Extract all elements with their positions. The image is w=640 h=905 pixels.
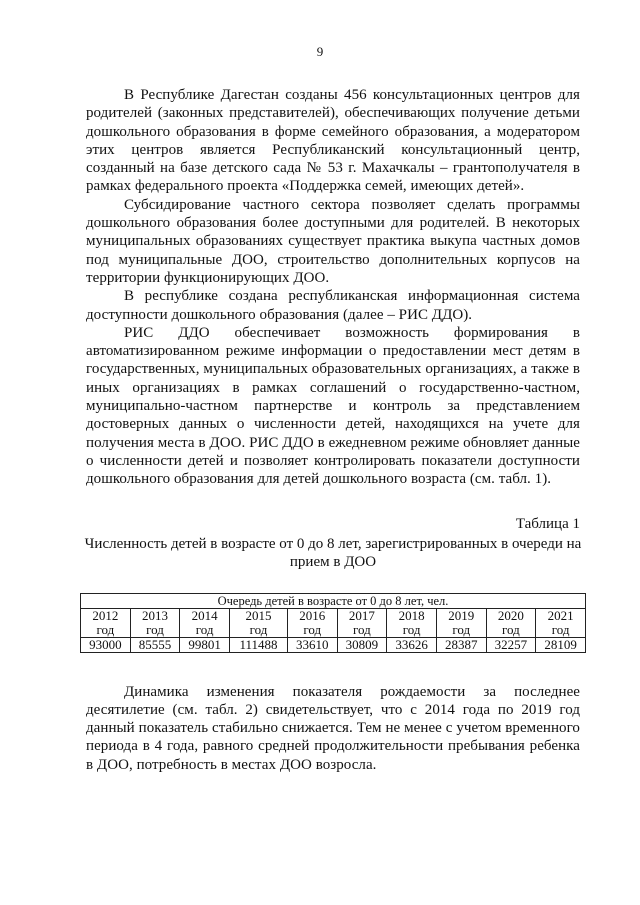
year-label: 2020 bbox=[497, 607, 524, 623]
year-label: 2021 bbox=[547, 607, 574, 623]
table-year-row bbox=[81, 608, 586, 637]
page-number: 9 bbox=[316, 44, 324, 59]
year-unit: год bbox=[303, 621, 322, 637]
value-cell: 93000 bbox=[81, 637, 131, 652]
value-cell: 28109 bbox=[536, 637, 586, 652]
year-unit: год bbox=[195, 621, 214, 637]
year-cell bbox=[230, 608, 288, 637]
year-label: 2017 bbox=[348, 607, 375, 623]
paragraph-ris-ddo-created: В республике создана республиканская информационная система доступности дошкольного образования (далее – РИС ДДО). bbox=[86, 288, 580, 323]
year-cell bbox=[287, 608, 337, 637]
year-cell bbox=[486, 608, 536, 637]
year-cell bbox=[387, 608, 437, 637]
year-label: 2015 bbox=[245, 607, 272, 623]
year-cell bbox=[130, 608, 180, 637]
document-body bbox=[86, 86, 580, 774]
value-cell: 33626 bbox=[387, 637, 437, 652]
year-unit: год bbox=[551, 621, 570, 637]
table-label: Таблица 1 bbox=[515, 515, 580, 532]
year-cell bbox=[180, 608, 230, 637]
year-unit: год bbox=[452, 621, 471, 637]
table-header-row bbox=[81, 593, 586, 608]
year-unit: год bbox=[249, 621, 268, 637]
year-label: 2019 bbox=[448, 607, 475, 623]
year-unit: год bbox=[146, 621, 164, 637]
table-title: Численность детей в возрасте от 0 до 8 лет, зарегистрированных в очереди на прием в ДОО bbox=[84, 535, 582, 570]
year-cell bbox=[81, 608, 131, 637]
year-label: 2016 bbox=[299, 607, 326, 623]
value-cell: 111488 bbox=[230, 637, 288, 652]
year-unit: год bbox=[402, 621, 421, 637]
value-cell: 85555 bbox=[130, 637, 180, 652]
year-label: 2014 bbox=[191, 607, 218, 623]
year-unit: год bbox=[353, 621, 371, 637]
table-value-row bbox=[81, 637, 586, 652]
year-unit: год bbox=[96, 621, 115, 637]
value-cell: 30809 bbox=[337, 637, 387, 652]
paragraph-consult-centers: В Республике Дагестан созданы 456 консультационных центров для родителей (законных представителей), обеспечивающих получение детьми дошкольного образования в форме семейного образования, а модератором этих центров является Республиканский консультационный центр, созданный на базе детского сада № 53 г. Махачкалы – грантополучателя в рамках федерального проекта «Поддержка семей, имеющих детей». bbox=[86, 87, 580, 195]
value-cell: 32257 bbox=[486, 637, 536, 652]
year-cell bbox=[337, 608, 387, 637]
value-cell: 99801 bbox=[180, 637, 230, 652]
year-label: 2013 bbox=[142, 607, 168, 623]
queue-table bbox=[80, 593, 586, 653]
year-cell bbox=[436, 608, 486, 637]
year-label: 2018 bbox=[398, 607, 425, 623]
paragraph-birth-rate: Динамика изменения показателя рождаемости за последнее десятилетие (см. табл. 2) свидетельствует, что с 2014 года по 2019 год данный показатель стабильно снижается. Тем не менее с учетом временного периода в 4 года, равного средней продолжительности пребывания ребенка в ДОО, потребность в местах ДОО возросла. bbox=[86, 683, 580, 773]
paragraph-private-sector: Субсидирование частного сектора позволяет сделать программы дошкольного образования более доступными для родителей. В некоторых муниципальных образованиях существует практика выкупа частных домов под муниципальные ДОО, строительство дополнительных корпусов на территории функционирующих ДОО. bbox=[86, 196, 580, 286]
table-header: Очередь детей в возрасте от 0 до 8 лет, чел. bbox=[81, 593, 586, 608]
year-label: 2012 bbox=[92, 607, 119, 623]
value-cell: 33610 bbox=[287, 637, 337, 652]
year-unit: год bbox=[502, 621, 520, 637]
value-cell: 28387 bbox=[436, 637, 486, 652]
year-cell bbox=[536, 608, 586, 637]
paragraph-ris-ddo-functions: РИС ДДО обеспечивает возможность формирования в автоматизированном режиме информации о предоставлении мест детям в государственных, муниципальных образовательных организациях, а также в иных организациях в рамках соглашений о государственно-частном, муниципально-частном партнерстве и контроль за представлением достоверных данных о численности детей, находящихся на учете для получения места в ДОО. РИС ДДО в ежедневном режиме обновляет данные о численности детей и позволяет контролировать показатели доступности дошкольного образования для детей дошкольного возраста (см. табл. 1). bbox=[86, 324, 580, 488]
